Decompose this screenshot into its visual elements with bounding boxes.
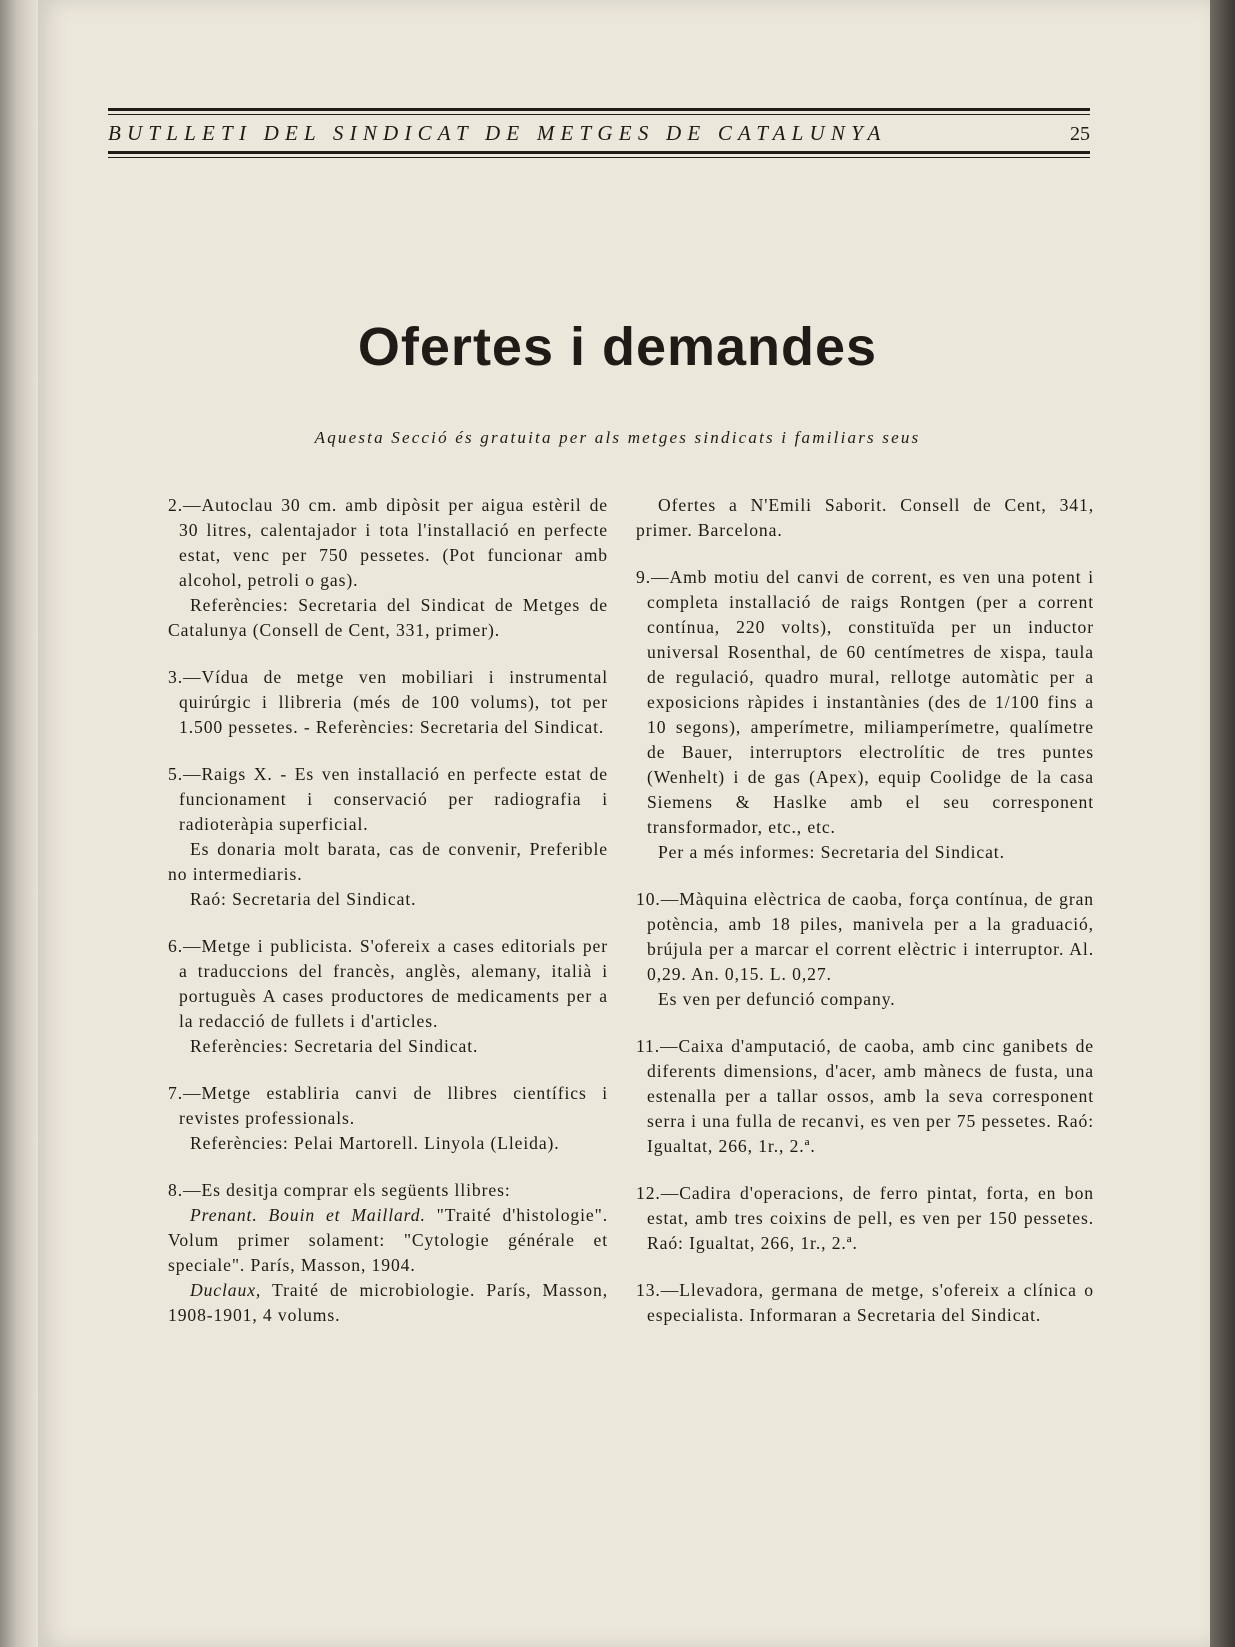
entry-text: [168, 1178, 608, 1203]
classified-entry: [168, 762, 608, 912]
entry-number: 3.: [168, 667, 183, 687]
classified-entry: [636, 1181, 1094, 1256]
book-details: Traité de microbiologie. París, Masson, 1908-1901, 4 volums.: [168, 1280, 608, 1325]
header-row: [108, 115, 1090, 151]
right-column: [636, 493, 1094, 1350]
entry-number: 10.: [636, 889, 661, 909]
book-binding-shadow: [0, 0, 38, 1647]
entry-number: 7.: [168, 1083, 183, 1103]
entry-text: [168, 1081, 608, 1131]
entry-body: —Vídua de metge ven mobiliari i instrumental quirúrgic i llibreria (més de 100 volums), tot per 1.500 pessetes. - Referències: Secretaria del Sindicat.: [179, 667, 608, 737]
page-number: 25: [1070, 123, 1090, 145]
entry-body: —Màquina elèctrica de caoba, força contínua, de gran potència, amb 18 piles, manivela per a la graduació, brújula per a marcar el corrent elèctric i interruptor. Al. 0,29. An. 0,15. L. 0,27.: [647, 889, 1094, 984]
entry-paragraph: Es donaria molt barata, cas de convenir, Preferible no intermediaris.: [168, 839, 608, 884]
entry-body: —Metge establiria canvi de llibres científics i revistes professionals.: [179, 1083, 608, 1128]
classified-entry: [168, 665, 608, 740]
entry-body: —Raigs X. - Es ven installació en perfecte estat de funcionament i conservació per radiografia i radioteràpia superficial.: [179, 764, 608, 834]
section-subtitle: Aquesta Secció és gratuita per als metges sindicats i familiars seus: [314, 428, 921, 447]
entry-number: 11.: [636, 1036, 661, 1056]
book-author: Duclaux,: [190, 1280, 262, 1300]
entry-text: [636, 565, 1094, 840]
entry-paragraph: Referències: Secretaria del Sindicat.: [190, 1036, 479, 1056]
entry-body: —Llevadora, germana de metge, s'ofereix a clínica o especialista. Informaran a Secretaria del Sindicat.: [647, 1280, 1094, 1325]
entry-number: 2.: [168, 495, 183, 515]
classified-entry: [168, 493, 608, 643]
classified-entry: [168, 1178, 608, 1328]
entry-text: [636, 1034, 1094, 1159]
journal-title: BUTLLETI DEL SINDICAT DE METGES DE CATALUNYA: [108, 121, 887, 145]
entry-body: —Autoclau 30 cm. amb dipòsit per aigua estèril de 30 litres, calentajador i tota l'installació en perfecte estat, venc per 750 pessetes. (Pot funcionar amb alcohol, petroli o gas).: [179, 495, 608, 590]
entry-number: 8.: [168, 1180, 183, 1200]
classified-entry: [168, 1081, 608, 1156]
entry-body: —Es desitja comprar els següents llibres:: [183, 1180, 511, 1200]
left-column: [168, 493, 608, 1350]
classified-entry: [168, 934, 608, 1059]
entry-number: 12.: [636, 1183, 661, 1203]
entry-paragraph: Per a més informes: Secretaria del Sindicat.: [658, 842, 1005, 862]
entry-text: [636, 493, 1094, 543]
entry-text: [168, 762, 608, 837]
book-author: Prenant. Bouin et Maillard.: [190, 1205, 426, 1225]
entry-body: —Cadira d'operacions, de ferro pintat, forta, en bon estat, amb tres coixins de pell, es ven per 150 pessetes. Raó: Igualtat, 266, 1r., 2.ª.: [647, 1183, 1094, 1253]
header-rule-bottom: [108, 151, 1090, 154]
header-rule-bottom-thin: [108, 157, 1090, 158]
entry-paragraph: Raó: Secretaria del Sindicat.: [190, 889, 417, 909]
entry-number: 13.: [636, 1280, 661, 1300]
section-title: Ofertes i demandes: [357, 317, 878, 377]
entry-paragraph: Referències: Secretaria del Sindicat de Metges de Catalunya (Consell de Cent, 331, primer).: [168, 595, 608, 640]
entry-number: 6.: [168, 936, 183, 956]
classified-entry: [636, 1278, 1094, 1328]
page-edge: [1210, 0, 1235, 1647]
classified-entry: [636, 565, 1094, 865]
entry-text: [636, 1181, 1094, 1256]
entry-number: 5.: [168, 764, 183, 784]
book-request: [168, 1203, 608, 1278]
entry-text: [168, 493, 608, 593]
classified-entry: [636, 493, 1094, 543]
classified-entry: [636, 887, 1094, 1012]
header-rule-top: [108, 108, 1090, 111]
entry-text: [168, 665, 608, 740]
entry-text: [636, 1278, 1094, 1328]
entry-body: —Metge i publicista. S'ofereix a cases editorials per a traduccions del francès, anglès, alemany, italià i portuguès A cases productores de medicaments per a la redacció de fullets i d'articles.: [179, 936, 608, 1031]
classified-entry: [636, 1034, 1094, 1159]
entry-number: 9.: [636, 567, 651, 587]
entry-text: [636, 887, 1094, 987]
running-header: [108, 108, 1090, 158]
entry-paragraph: Referències: Pelai Martorell. Linyola (Lleida).: [190, 1133, 560, 1153]
entry-body: Ofertes a N'Emili Saborit. Consell de Cent, 341, primer. Barcelona.: [636, 495, 1094, 540]
entry-text: [168, 934, 608, 1034]
book-details: "Traité d'histologie". Volum primer solament: "Cytologie générale et speciale". París, Masson, 1904.: [168, 1205, 608, 1275]
book-request: [168, 1278, 608, 1328]
entry-paragraph: Es ven per defunció company.: [658, 989, 896, 1009]
entry-body: —Amb motiu del canvi de corrent, es ven una potent i completa installació de raigs Rontgen (per a corrent contínua, 220 volts), constituïda per un inductor universal Rosenthal, de 60 centímetres de xispa, taula de regulació, quadro mural, rellotge automàtic per a exposicions ràpides i instantànies (des de 1/100 fins a 10 segons), amperímetre, miliamperímetre, qualímetre de Bauer, interruptors electrolític de tres puntes (Wenhelt) i de gas (Apex), equip Coolidge de la casa Siemens & Haslke amb el seu corresponent transformador, etc., etc.: [647, 567, 1094, 837]
entry-body: —Caixa d'amputació, de caoba, amb cinc ganibets de diferents dimensions, d'acer, amb mànecs de fusta, una estenalla per a tallar ossos, amb la seva corresponent serra i una fulla de recanvi, es ven per 75 pessetes. Raó: Igualtat, 266, 1r., 2.ª.: [647, 1036, 1094, 1156]
